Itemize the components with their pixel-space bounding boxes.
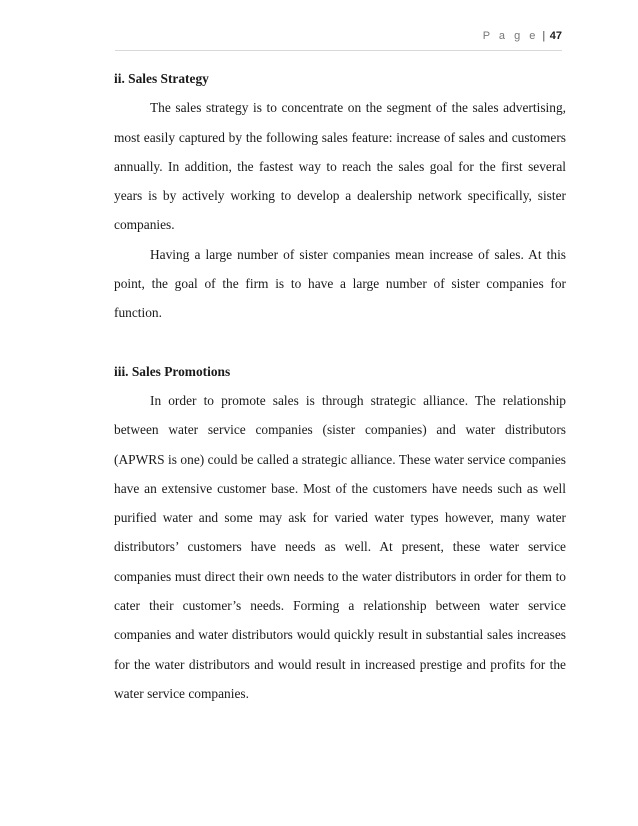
section-heading: ii. Sales Strategy bbox=[114, 71, 209, 86]
document-body bbox=[114, 64, 566, 708]
section-heading: iii. Sales Promotions bbox=[114, 363, 231, 379]
paragraph: The sales strategy is to concentrate on the segment of the sales advertising, most easily captured by the following sales feature: increase of sales and customers annually. In addition, the fastest way to reach the sales goal for the first several years is by actively working to develop a dealership network specifically, sister companies. bbox=[114, 100, 566, 233]
paragraph: In order to promote sales is through strategic alliance. The relationship between water service companies (sister companies) and water distributors (APWRS is one) could be called a strategic alliance. These water service companies have an extensive customer base. Most of the customers have needs such as well purified water and some may ask for varied water types however, many water distributors’ customers have needs as well. At present, these water service companies must direct their own needs to the water distributors in order for them to cater their customer’s needs. Forming a relationship between water service companies and water distributors would quickly result in substantial sales increases for the water distributors and would result in increased prestige and profits for the water service companies. bbox=[114, 392, 566, 701]
page-label: P a g e bbox=[482, 30, 539, 42]
paragraph: Having a large number of sister companies mean increase of sales. At this point, the goal of the firm is to have a large number of sister companies for function. bbox=[114, 246, 566, 321]
header-divider bbox=[115, 50, 562, 51]
page-number: 47 bbox=[549, 30, 562, 42]
section-sales-promotions bbox=[114, 357, 566, 709]
section-spacer bbox=[114, 328, 566, 357]
section-sales-strategy bbox=[114, 64, 566, 328]
page-header bbox=[483, 30, 562, 42]
page-separator: | bbox=[542, 30, 546, 42]
